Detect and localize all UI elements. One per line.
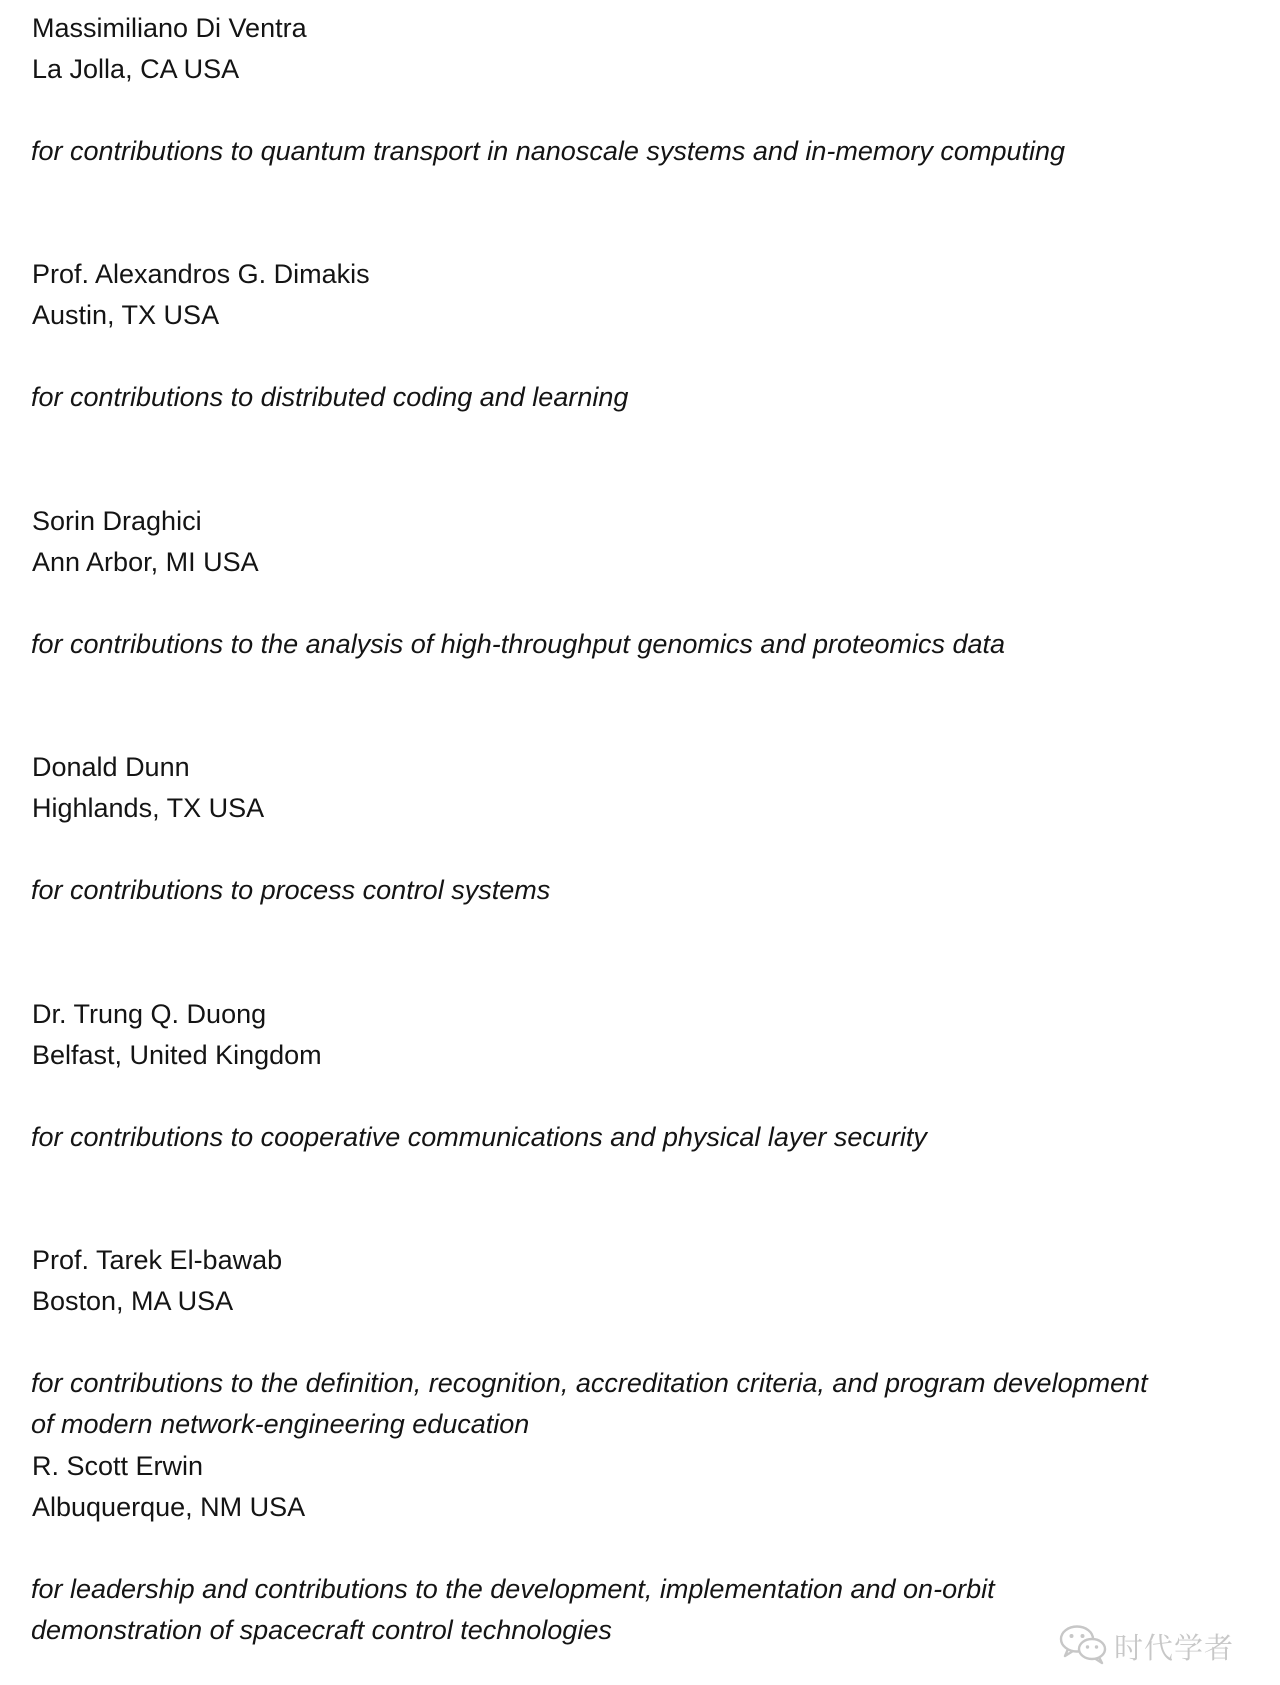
fellow-location: Highlands, TX USA — [32, 793, 265, 823]
fellow-citation: for contributions to process control systems — [31, 875, 551, 905]
watermark-text: 时代学者 — [1114, 1630, 1235, 1665]
fellow-citation: for contributions to cooperative communications and physical layer security — [31, 1122, 927, 1152]
fellow-citation: for contributions to distributed coding and learning — [31, 382, 629, 412]
fellow-name: Dr. Trung Q. Duong — [32, 999, 267, 1029]
fellow-citation: for contributions to the analysis of high-throughput genomics and proteomics data — [31, 629, 1006, 659]
fellow-location: Belfast, United Kingdom — [32, 1040, 322, 1070]
fellow-name: Prof. Tarek El-bawab — [32, 1245, 283, 1275]
fellow-name: Prof. Alexandros G. Dimakis — [32, 259, 370, 289]
fellow-location: Albuquerque, NM USA — [32, 1492, 306, 1522]
fellow-name: Donald Dunn — [32, 752, 190, 782]
fellow-name: R. Scott Erwin — [32, 1451, 204, 1481]
fellow-location: Austin, TX USA — [32, 300, 220, 330]
fellow-location: Ann Arbor, MI USA — [32, 547, 259, 577]
fellow-citation: for contributions to the definition, recognition, accreditation criteria, and program development — [31, 1368, 1148, 1398]
fellow-citation: demonstration of spacecraft control technologies — [31, 1615, 612, 1645]
fellow-citation: for leadership and contributions to the development, implementation and on-orbit — [31, 1574, 995, 1604]
watermark — [1058, 1624, 1234, 1668]
fellow-citation: for contributions to quantum transport in nanoscale systems and in-memory computing — [31, 136, 1066, 166]
wechat-icon — [1058, 1622, 1110, 1671]
fellow-location: La Jolla, CA USA — [32, 54, 240, 84]
fellow-name: Massimiliano Di Ventra — [32, 13, 307, 43]
fellow-name: Sorin Draghici — [32, 506, 202, 536]
fellow-citation: of modern network-engineering education — [31, 1409, 530, 1439]
fellow-location: Boston, MA USA — [32, 1286, 234, 1316]
